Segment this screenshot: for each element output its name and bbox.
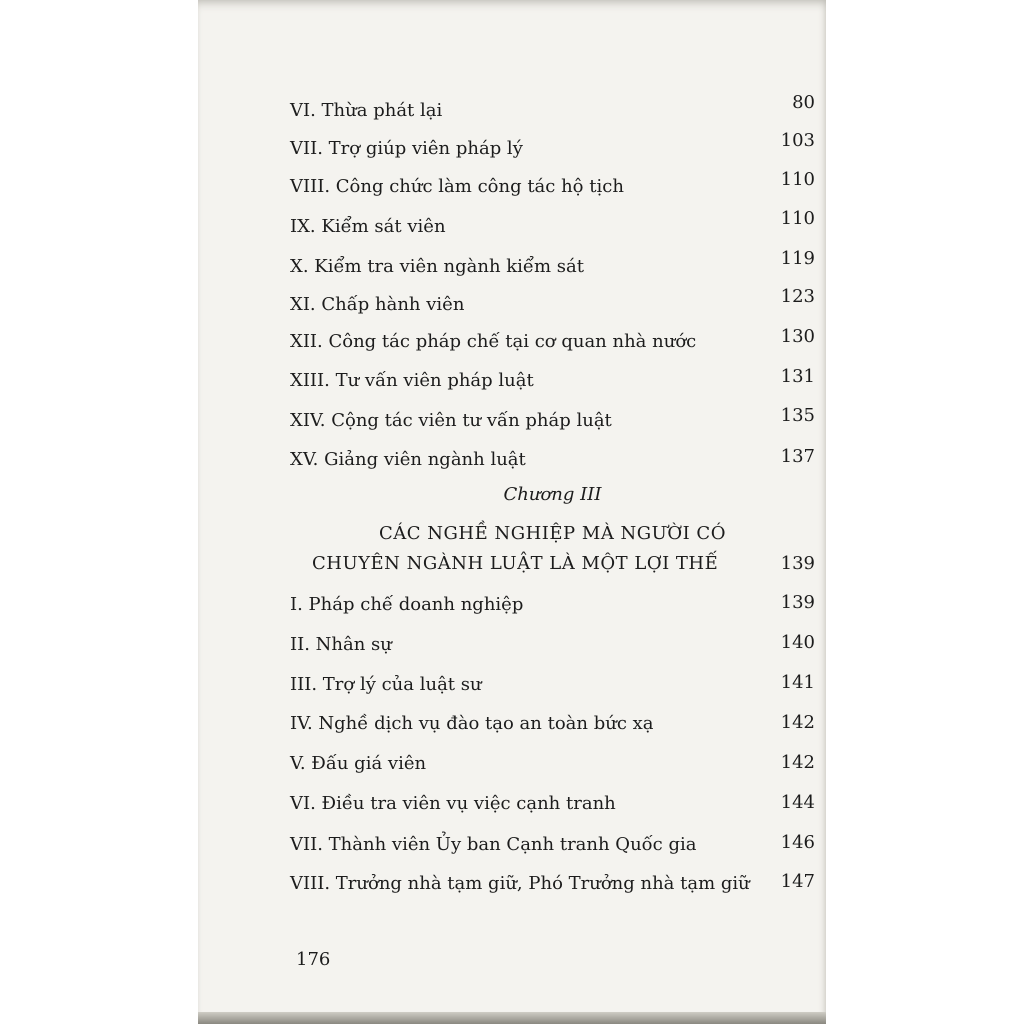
chapter-title-line1: CÁC NGHỀ NGHIỆP MÀ NGƯỜI CÓ <box>379 523 726 544</box>
toc-entry <box>290 327 815 357</box>
toc-entry-page: 142 <box>780 712 815 733</box>
toc-entry-label: XIII. Tư vấn viên pháp luật <box>290 370 534 391</box>
toc-entry-page: 142 <box>780 752 815 773</box>
toc-entry <box>290 406 815 436</box>
toc-entry-label: I. Pháp chế doanh nghiệp <box>290 594 524 615</box>
toc-entry <box>290 445 815 475</box>
toc-entry-label: V. Đấu giá viên <box>290 753 427 774</box>
page-number: 176 <box>296 949 331 970</box>
toc-entry <box>290 630 815 660</box>
toc-entry-label: VIII. Trưởng nhà tạm giữ, Phó Trưởng nhà tạm giữ <box>290 873 750 894</box>
toc-entry-page: 123 <box>780 286 815 307</box>
toc-entry-page: 141 <box>780 672 815 693</box>
toc-entry-page: 146 <box>780 832 815 853</box>
toc-entry-label: XI. Chấp hành viên <box>290 294 465 315</box>
toc-entry-page: 119 <box>780 248 815 269</box>
toc-entry-page: 147 <box>780 871 815 892</box>
page-bottom-edge <box>198 1012 826 1024</box>
toc-entry-page: 137 <box>780 446 815 467</box>
toc-entry-label: II. Nhân sự <box>290 634 392 655</box>
toc-entry <box>290 590 815 620</box>
toc-entry-label: VII. Trợ giúp viên pháp lý <box>290 138 523 159</box>
chapter-label: Chương III <box>503 484 602 505</box>
toc-entry-page: 130 <box>780 326 815 347</box>
toc-entry <box>290 208 815 242</box>
toc-entry <box>290 670 815 700</box>
toc-entry-page: 80 <box>792 92 815 113</box>
toc-entry-label: IV. Nghề dịch vụ đào tạo an toàn bức xạ <box>290 713 654 734</box>
chapter-page: 139 <box>780 553 815 574</box>
toc-entry <box>290 130 815 164</box>
toc-entry-page: 110 <box>780 169 815 190</box>
toc-entry-label: VI. Điều tra viên vụ việc cạnh tranh <box>290 793 616 814</box>
toc-entry <box>290 286 815 320</box>
toc-entry-label: VI. Thừa phát lại <box>290 100 443 121</box>
toc-entry-label: IX. Kiểm sát viên <box>290 216 446 237</box>
toc-entry-label: III. Trợ lý của luật sư <box>290 674 482 695</box>
toc-entry-page: 135 <box>780 405 815 426</box>
toc-entry-page: 139 <box>780 592 815 613</box>
toc-entry <box>290 749 815 779</box>
toc-entry <box>290 789 815 819</box>
chapter-title-entry <box>290 549 815 579</box>
toc-entry-label: XII. Công tác pháp chế tại cơ quan nhà nước <box>290 331 697 352</box>
toc-entry-page: 144 <box>780 792 815 813</box>
toc-entry-label: XV. Giảng viên ngành luật <box>290 449 526 470</box>
toc-entry-page: 131 <box>780 366 815 387</box>
toc-entry-page: 110 <box>780 208 815 229</box>
chapter-title-line2: CHUYÊN NGÀNH LUẬT LÀ MỘT LỢI THẾ <box>312 553 719 574</box>
toc-entry <box>290 830 815 860</box>
toc-entry-label: X. Kiểm tra viên ngành kiểm sát <box>290 256 584 277</box>
toc-entry-label: VII. Thành viên Ủy ban Cạnh tranh Quốc gia <box>290 834 697 855</box>
toc-entry-label: XIV. Cộng tác viên tư vấn pháp luật <box>290 410 612 431</box>
toc-entry <box>290 869 815 899</box>
toc-entry <box>290 709 815 739</box>
toc-entry <box>290 248 815 282</box>
toc-entry <box>290 366 815 396</box>
toc-entry-page: 140 <box>780 632 815 653</box>
toc-entry-label: VIII. Công chức làm công tác hộ tịch <box>290 176 624 197</box>
toc-entry <box>290 92 815 126</box>
toc-entry <box>290 169 815 202</box>
toc-entry-page: 103 <box>780 130 815 151</box>
